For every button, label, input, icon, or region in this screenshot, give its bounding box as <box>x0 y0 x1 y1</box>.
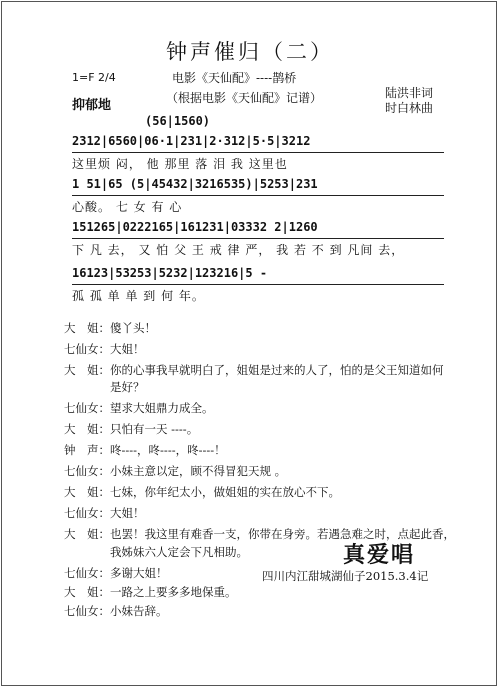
speaker-label: 七仙女： <box>64 342 110 356</box>
score-line-3-notes: 151265|0222165|161231|03332 2|1260 <box>72 220 318 234</box>
dialogue-text: 只怕有一天 ----。 <box>110 422 199 436</box>
speaker-label: 七仙女： <box>64 506 110 520</box>
dialogue-text: 大姐！ <box>110 342 145 356</box>
beam-line <box>72 284 444 285</box>
beam-line <box>72 195 444 196</box>
dialogue-text: 多谢大姐！ <box>110 566 168 580</box>
score-line-4-lyrics: 孤 孤 单 单 到 何 年。 <box>72 289 205 303</box>
composer-credit: 时白林曲 <box>385 101 434 115</box>
dialogue-text: 大姐！ <box>110 506 145 520</box>
score-line-2-notes: 1 51|65 (5|45432|3216535)|5253|231 <box>72 177 318 191</box>
score-intro-notes: (56|1560) <box>145 114 211 128</box>
score-line-1-lyrics: 这里烦 闷， 他 那里 落 泪 我 这里也 <box>72 157 288 171</box>
dialogue-line <box>56 421 198 437</box>
dialogue-line <box>56 442 226 458</box>
dialogue-line <box>56 400 214 416</box>
speaker-label: 七仙女： <box>64 464 110 478</box>
dialogue-text: 小妹主意以定，顾不得冒犯天规 。 <box>110 464 287 478</box>
dialogue-text: 傻丫头！ <box>110 321 156 335</box>
dialogue-text: 我姊妹六人定会下凡相助。 <box>110 545 248 559</box>
speaker-label: 大 姐： <box>64 585 110 599</box>
speaker-label: 大 姐： <box>64 422 110 436</box>
speaker-label: 七仙女： <box>64 401 110 415</box>
dialogue-line <box>56 565 168 581</box>
speaker-label: 七仙女： <box>64 604 110 618</box>
beam-line <box>72 238 444 239</box>
source-line-1: 电影《天仙配》----鹊桥 <box>172 71 297 85</box>
song-title: 钟声催归（二） <box>166 40 334 64</box>
dialogue-text: 是好？ <box>110 380 145 394</box>
speaker-label: 大 姐： <box>64 485 110 499</box>
signature: 真爱唱 <box>343 542 416 568</box>
source-line-2: （根据电影《天仙配》记谱） <box>166 91 323 105</box>
dialogue-text: 咚----，咚----，咚----！ <box>110 443 226 457</box>
dialogue-text: 一路之上要多多地保重。 <box>110 585 237 599</box>
dialogue-text: 你的心事我早就明白了，姐姐是过来的人了，怕的是父王知道如何 <box>110 363 444 377</box>
speaker-label: 七仙女： <box>64 566 110 580</box>
speaker-label: 大 姐： <box>64 527 110 541</box>
score-line-4-notes: 16123|53253|5232|123216|5 - <box>72 266 268 280</box>
dialogue-text: 小妹告辞。 <box>110 604 168 618</box>
dialogue-line <box>56 544 248 560</box>
score-line-1-notes: 2312|6560|06·1|231|2·312|5·5|3212 <box>72 134 311 148</box>
dialogue-line <box>56 362 444 378</box>
dialogue-line <box>56 320 156 336</box>
dialogue-line <box>56 505 145 521</box>
dialogue-line <box>56 463 286 479</box>
dialogue-text: 望求大姐鼎力成全。 <box>110 401 214 415</box>
beam-line <box>72 152 444 153</box>
dialogue-text: 也罢！我这里有难香一支，你带在身旁。若遇急难之时，点起此香， <box>110 527 455 541</box>
dialogue-line <box>56 379 145 395</box>
tempo-mood: 抑郁地 <box>72 98 112 113</box>
dialogue-line <box>56 603 168 619</box>
speaker-label: 大 姐： <box>64 363 110 377</box>
speaker-label: 钟 声： <box>64 443 110 457</box>
score-line-3-lyrics: 下 凡 去， 又 怕 父 王 戒 律 严， 我 若 不 到 凡间 去， <box>72 243 405 257</box>
key-signature: 1=F 2/4 <box>72 71 116 84</box>
dialogue-line <box>56 484 340 500</box>
lyricist-credit: 陆洪非词 <box>385 86 434 100</box>
dialogue-line <box>56 341 145 357</box>
dialogue-line <box>56 584 237 600</box>
speaker-label: 大 姐： <box>64 321 110 335</box>
score-line-2-lyrics: 心酸。 七 女 有 心 <box>72 200 183 214</box>
recorder-credit: 四川内江甜城湖仙子2015.3.4记 <box>262 569 429 583</box>
dialogue-text: 七妹，你年纪太小，做姐姐的实在放心不下。 <box>110 485 340 499</box>
